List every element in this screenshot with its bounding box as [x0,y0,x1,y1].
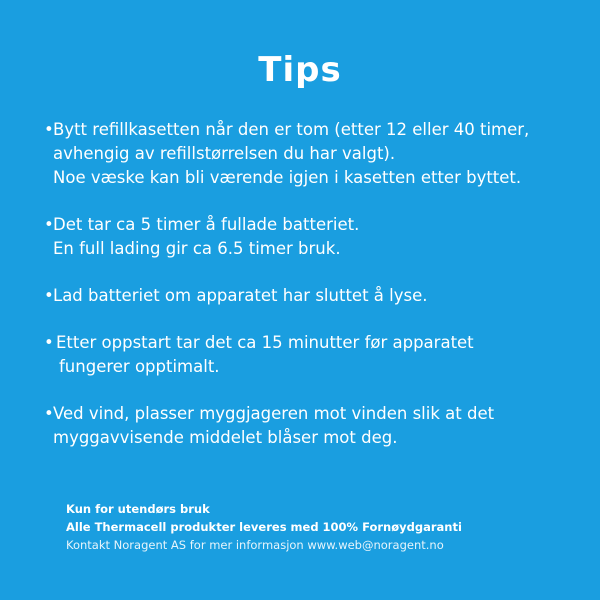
tip-item [44,118,584,190]
tips-list [44,118,584,473]
tip-text [53,213,359,261]
page-title: Tips [258,50,342,90]
footer [66,500,462,554]
bullet-icon: • [44,120,54,139]
tip-line: myggavvisende middelet blåser mot deg. [53,428,398,447]
tip-text [53,118,529,190]
tip-line: Bytt refillkasetten når den er tom (etter 12 eller 40 timer, [53,120,530,139]
tip-line: avhengig av refillstørrelsen du har valgt). [53,144,396,163]
footer-outdoor-note: Kun for utendørs bruk [66,502,210,516]
bullet-icon: • [44,286,54,305]
tip-item [44,331,584,379]
tip-text [56,331,474,379]
tip-line: En full lading gir ca 6.5 timer bruk. [53,239,341,258]
tip-line: Det tar ca 5 timer å fullade batteriet. [53,215,360,234]
tip-line: Lad batteriet om apparatet har sluttet å lyse. [53,286,428,305]
bullet-icon: • [44,333,54,352]
tip-text [53,402,494,450]
footer-contact: Kontakt Noragent AS for mer informasjon www.web@noragent.no [66,538,444,552]
tip-line: fungerer opptimalt. [59,357,220,376]
tip-item [44,402,584,450]
bullet-icon: • [44,404,54,423]
footer-guarantee: Alle Thermacell produkter leveres med 100% Fornøydgaranti [66,520,462,534]
bullet-icon: • [44,215,54,234]
tip-line: Noe væske kan bli værende igjen i kasetten etter byttet. [53,168,522,187]
tip-item [44,213,584,261]
tip-text [53,284,427,308]
tip-line: Etter oppstart tar det ca 15 minutter før apparatet [56,333,474,352]
tip-line: Ved vind, plasser myggjageren mot vinden slik at det [53,404,495,423]
tip-item [44,284,584,308]
